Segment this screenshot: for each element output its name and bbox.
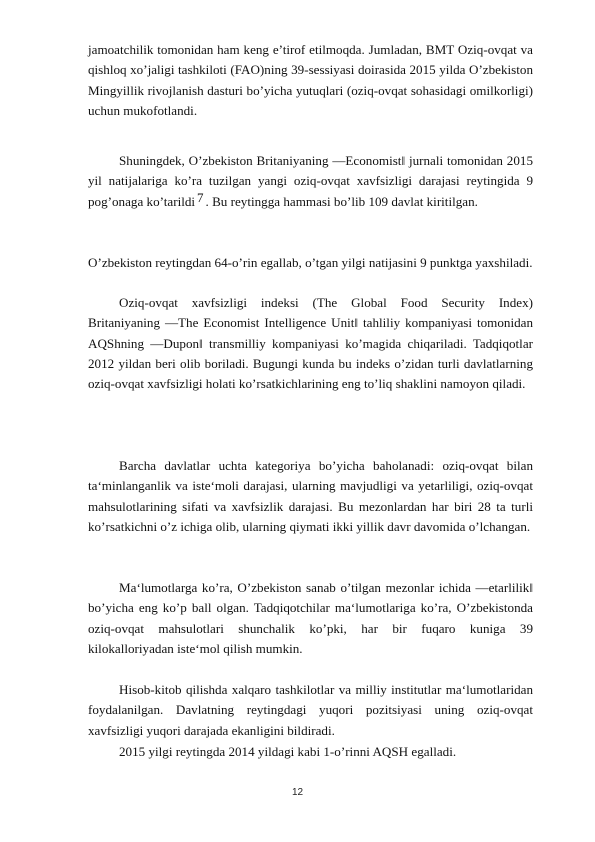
footnote-reference: 7 — [197, 189, 204, 205]
paragraph-uzbekistan-rank: O’zbekiston reytingdan 64-o’rin egallab, o’tgan yilgi natijasini 9 punktga yaxshiladi. — [88, 255, 533, 270]
paragraph-gfsi-description: Oziq-ovqat xavfsizligi indeksi (The Global Food Security Index) Britaniyaning ―The Economist Intelligence Unit‖ tahliliy kompaniyasi tomonidan AQShning ―Dupon‖ transmilliy kompaniyasi ko’magida chiqariladi. Tadqiqotlar 2012 yildan beri olib boriladi. Bugungi kunda bu indeks o’zidan turli davlatlarning oziq-ovqat xavfsizligi holati ko’rsatkichlarining eng to’liq shaklini namoyon qiladi. — [88, 295, 533, 392]
paragraph-sufficiency-score: Ma‘lumotlarga ko’ra, O’zbekiston sanab o’tilgan mezonlar ichida ―etarlilik‖ bo’yicha eng ko’p ball olgan. Tadqiqotchilar ma‘lumotlariga ko’ra, O’zbekistonda oziq-ovqat mahsulotlari shunchalik ko’pki, har bir fuqaro kuniga 39 kilokalloriyadan iste‘mol qilish mumkin. — [88, 580, 533, 656]
paragraph-evaluation-categories: Barcha davlatlar uchta kategoriya bo’yicha baholanadi: oziq-ovqat bilan ta‘minlanganlik va iste‘moli darajasi, ularning mavjudligi va yetarliligi, oziq-ovqat mahsulotlarining sifati va xavfsizlik darajasi. Bu mezonlardan har biri 28 ta turli ko’rsatkichni o’z ichiga olib, ularning qiymati ikki yillik davr davomida o’lchangan. — [88, 458, 533, 534]
paragraph-economist-rating-text: Shuningdek, O’zbekiston Britaniyaning ―Economist‖ jurnali tomonidan 2015 yil natijalariga ko’ra tuzilgan yangi oziq-ovqat xavfsizligi darajasi reytingida 9 pog’onaga ko’tarildi — [88, 153, 533, 209]
page-number: 12 — [291, 787, 304, 798]
paragraph-economist-rating-tail: . Bu reytingga hammasi bo’lib 109 davlat kiritilgan. — [205, 193, 478, 209]
paragraph-economist-rating — [88, 151, 533, 212]
paragraph-data-sources: Hisob-kitob qilishda xalqaro tashkilotlar va milliy institutlar ma‘lumotlaridan foydalanilgan. Davlatning reytingdagi yuqori pozitsiyasi uning oziq-ovqat xavfsizligi yuqori darajada ekanligini bildiradi. — [88, 682, 533, 738]
paragraph-fao-award: jamoatchilik tomonidan ham keng e’tirof etilmoqda. Jumladan, BMT Oziq-ovqat va qishloq xo’jaligi tashkiloti (FAO)ning 39-sessiyasi doirasida 2015 yilda O’zbekiston Mingyillik rivojlanish dasturi bo’yicha yutuqlari (oziq-ovqat sohasidagi omilkorligi) uchun mukofotlandi. — [88, 42, 533, 118]
paragraph-2015-rating: 2015 yilgi reytingda 2014 yildagi kabi 1-o’rinni AQSH egalladi. — [119, 744, 457, 759]
